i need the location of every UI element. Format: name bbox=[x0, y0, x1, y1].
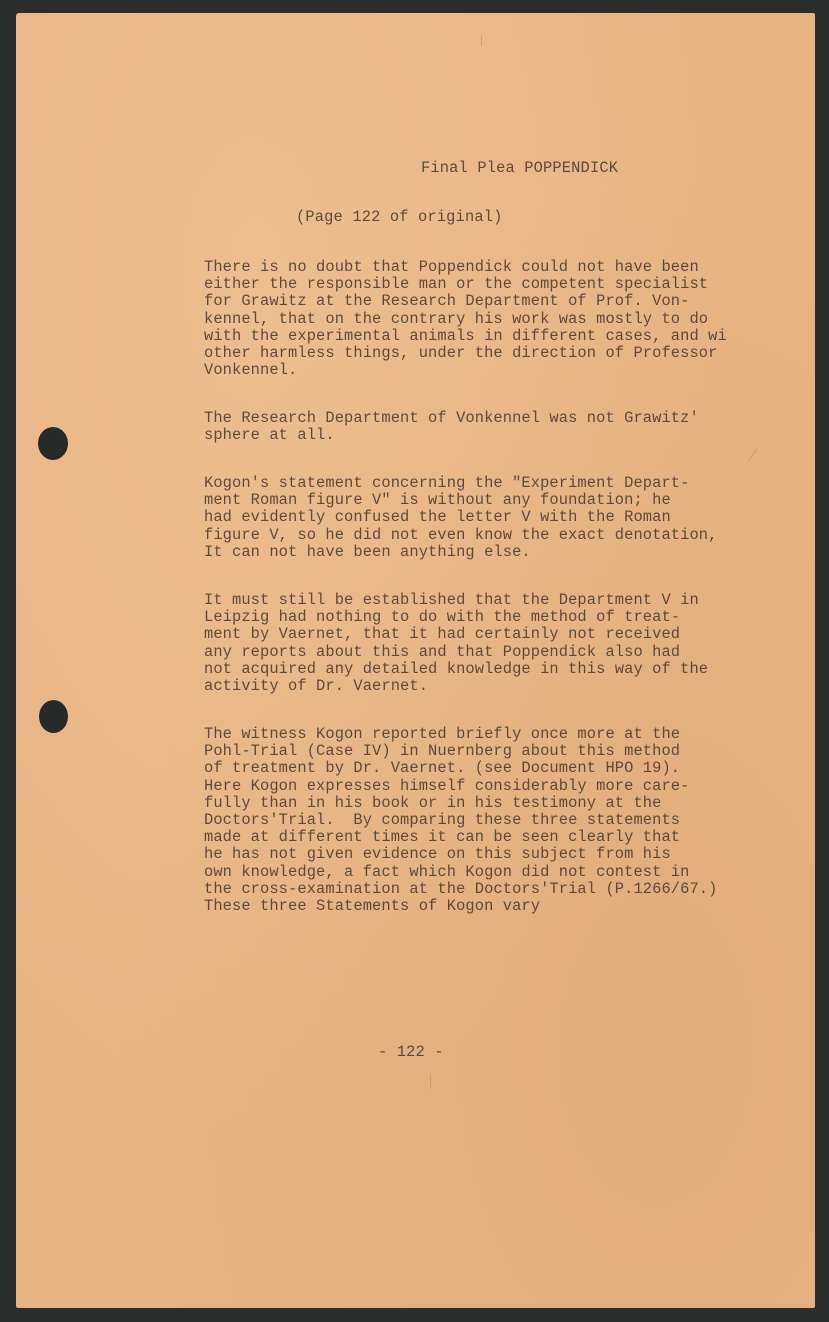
text-line: ment Roman figure V" is without any foundation; he bbox=[204, 491, 671, 510]
text-line: made at different times it can be seen clearly that bbox=[204, 828, 681, 847]
text-line: Pohl-Trial (Case IV) in Nuernberg about this method bbox=[204, 742, 681, 761]
text-line: either the responsible man or the competent specialist bbox=[204, 275, 709, 294]
text-line: the cross-examination at the Doctors'Trial (P.1266/67.) bbox=[204, 879, 718, 898]
paragraph-3 bbox=[204, 475, 717, 561]
document-title: Final Plea POPPENDICK bbox=[421, 159, 619, 177]
paragraph-5 bbox=[204, 726, 717, 915]
page-number: - 122 - bbox=[378, 1043, 444, 1061]
text-line: for Grawitz at the Research Department of Prof. Von- bbox=[204, 292, 690, 311]
text-line: other harmless things, under the direction of Professor bbox=[204, 344, 718, 363]
page-reference: (Page 122 of original) bbox=[296, 208, 503, 226]
text-line: not acquired any detailed knowledge in this way of the bbox=[204, 659, 709, 678]
text-line: It can not have been anything else. bbox=[204, 542, 531, 561]
text-line: of treatment by Dr. Vaernet. (see Document HPO 19). bbox=[204, 759, 681, 778]
text-line: There is no doubt that Poppendick could not have been bbox=[204, 258, 699, 276]
text-line: had evidently confused the letter V with the Roman bbox=[204, 508, 671, 527]
text-line: It must still be established that the Department V in bbox=[204, 591, 699, 609]
text-line: activity of Dr. Vaernet. bbox=[204, 677, 429, 696]
paragraph-4 bbox=[204, 592, 708, 695]
text-line: fully than in his book or in his testimony at the bbox=[204, 793, 662, 812]
text-line: Kogon's statement concerning the "Experiment Depart- bbox=[204, 474, 690, 492]
punch-hole-lower bbox=[39, 700, 68, 733]
text-line: figure V, so he did not even know the exact denotation, bbox=[204, 525, 718, 544]
punch-hole-upper bbox=[38, 427, 68, 460]
text-line: Leipzig had nothing to do with the method of treat- bbox=[204, 608, 681, 627]
text-line: These three Statements of Kogon vary bbox=[204, 897, 541, 916]
text-line: with the experimental animals in different cases, and wi bbox=[204, 326, 727, 345]
text-line: The witness Kogon reported briefly once more at the bbox=[204, 725, 681, 743]
text-line: he has not given evidence on this subject from his bbox=[204, 845, 671, 864]
text-line: any reports about this and that Poppendick also had bbox=[204, 642, 681, 661]
text-line: Here Kogon expresses himself considerably more care- bbox=[204, 776, 690, 795]
text-line: own knowledge, a fact which Kogon did not contest in bbox=[204, 862, 690, 881]
text-line: The Research Department of Vonkennel was not Grawitz' bbox=[204, 409, 699, 427]
text-line: Doctors'Trial. By comparing these three statements bbox=[204, 811, 681, 830]
text-line: Vonkennel. bbox=[204, 361, 298, 380]
paper-speck bbox=[430, 1075, 431, 1089]
text-line: sphere at all. bbox=[204, 426, 335, 445]
paper-speck bbox=[481, 36, 482, 46]
text-line: ment by Vaernet, that it had certainly not received bbox=[204, 625, 681, 644]
text-line: kennel, that on the contrary his work was mostly to do bbox=[204, 309, 709, 328]
paragraph-1 bbox=[204, 259, 727, 379]
paragraph-2 bbox=[204, 410, 699, 444]
